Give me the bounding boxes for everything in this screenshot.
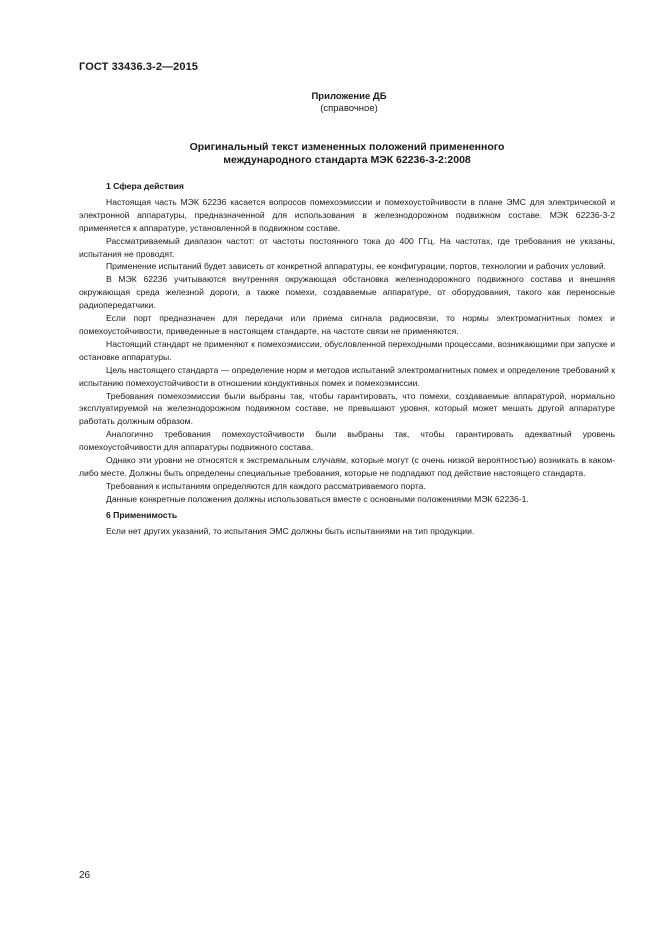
paragraph: Требования помехоэмиссии были выбраны так, чтобы гарантировать, что помехи, создаваемые аппаратурой, нормально эксплуатируемой на железнодорожном подвижном составе, не превышают уровня, который может мешать другой аппаратуре работать должным образом. — [79, 390, 615, 427]
paragraph: Применение испытаний будет зависеть от конкретной аппаратуры, ее конфигурации, портов, технологии и рабочих условий. — [106, 261, 607, 272]
paragraph: Настоящий стандарт не применяют к помехоэмиссии, обусловленной переходными процессами, возникающими при запуске и остановке аппаратуры. — [79, 338, 615, 362]
body-text — [79, 180, 615, 537]
paragraph: Цель настоящего стандарта — определение норм и методов испытаний электромагнитных помех и определение требований к испытанию помехоустойчивости в отношении кондуктивных помех и помехоэмиссии. — [79, 364, 615, 388]
section-1-heading: 1 Сфера действия — [106, 181, 184, 191]
paragraph: Рассматриваемый диапазон частот: от частоты постоянного тока до 400 ГГц. На частотах, где требования не указаны, испытания не проводят. — [79, 235, 615, 259]
main-title-line-1: Оригинальный текст измененных положений примененного — [189, 141, 505, 153]
paragraph: Настоящая часть МЭК 62236 касается вопросов помехоэмиссии и помехоустойчивости в плане ЭМС для электрической и электронной аппаратуры, предназначенной для использования в железнодорожном подвижном составе. МЭК 62236-3-2 применяется к аппаратуре, установленной в подвижном составе. — [79, 196, 615, 233]
paragraph: Однако эти уровни не относятся к экстремальным случаям, которые могут (с очень низкой вероятностью) возникать в каком-либо месте. Должны быть определены специальные требования, которые не подпадают под действие настоящего стандарта. — [79, 455, 615, 478]
paragraph: Если нет других указаний, то испытания ЭМС должны быть испытаниями на тип продукции. — [106, 525, 475, 536]
paragraph: Данные конкретные положения должны использоваться вместе с основными положениями МЭК 62236-1. — [106, 493, 529, 504]
paragraph: Аналогично требования помехоустойчивости были выбраны так, чтобы гарантировать адекватный уровень помехоустойчивости для аппаратуры подвижного состава. — [79, 429, 615, 453]
appendix-heading — [0, 91, 661, 115]
standard-designation: ГОСТ 33436.3-2—2015 — [79, 61, 199, 73]
paragraph: Если порт предназначен для передачи или приема сигнала радиосвязи, то нормы электромагнитных помех и помехоустойчивости, приведенные в настоящем стандарте, на частоте связи не применяются. — [79, 313, 615, 336]
paragraph: Требования к испытаниям определяются для каждого рассматриваемого порта. — [106, 480, 426, 491]
appendix-subtitle: (справочное) — [320, 103, 378, 114]
section-6-heading: 6 Применимость — [106, 509, 178, 520]
appendix-title: Приложение ДБ — [311, 91, 387, 102]
page-number: 26 — [79, 870, 91, 881]
main-title — [79, 141, 615, 167]
paragraph: В МЭК 62236 учитываются внутренняя окружающая обстановка железнодорожного подвижного состава и внешняя окружающая среда железной дороги, а также помехи, создаваемые аппаратуре, от оборудования, такого как переносные радиопередатчики. — [79, 274, 615, 311]
main-title-line-2: международного стандарта МЭК 62236-3-2:2008 — [223, 154, 471, 166]
